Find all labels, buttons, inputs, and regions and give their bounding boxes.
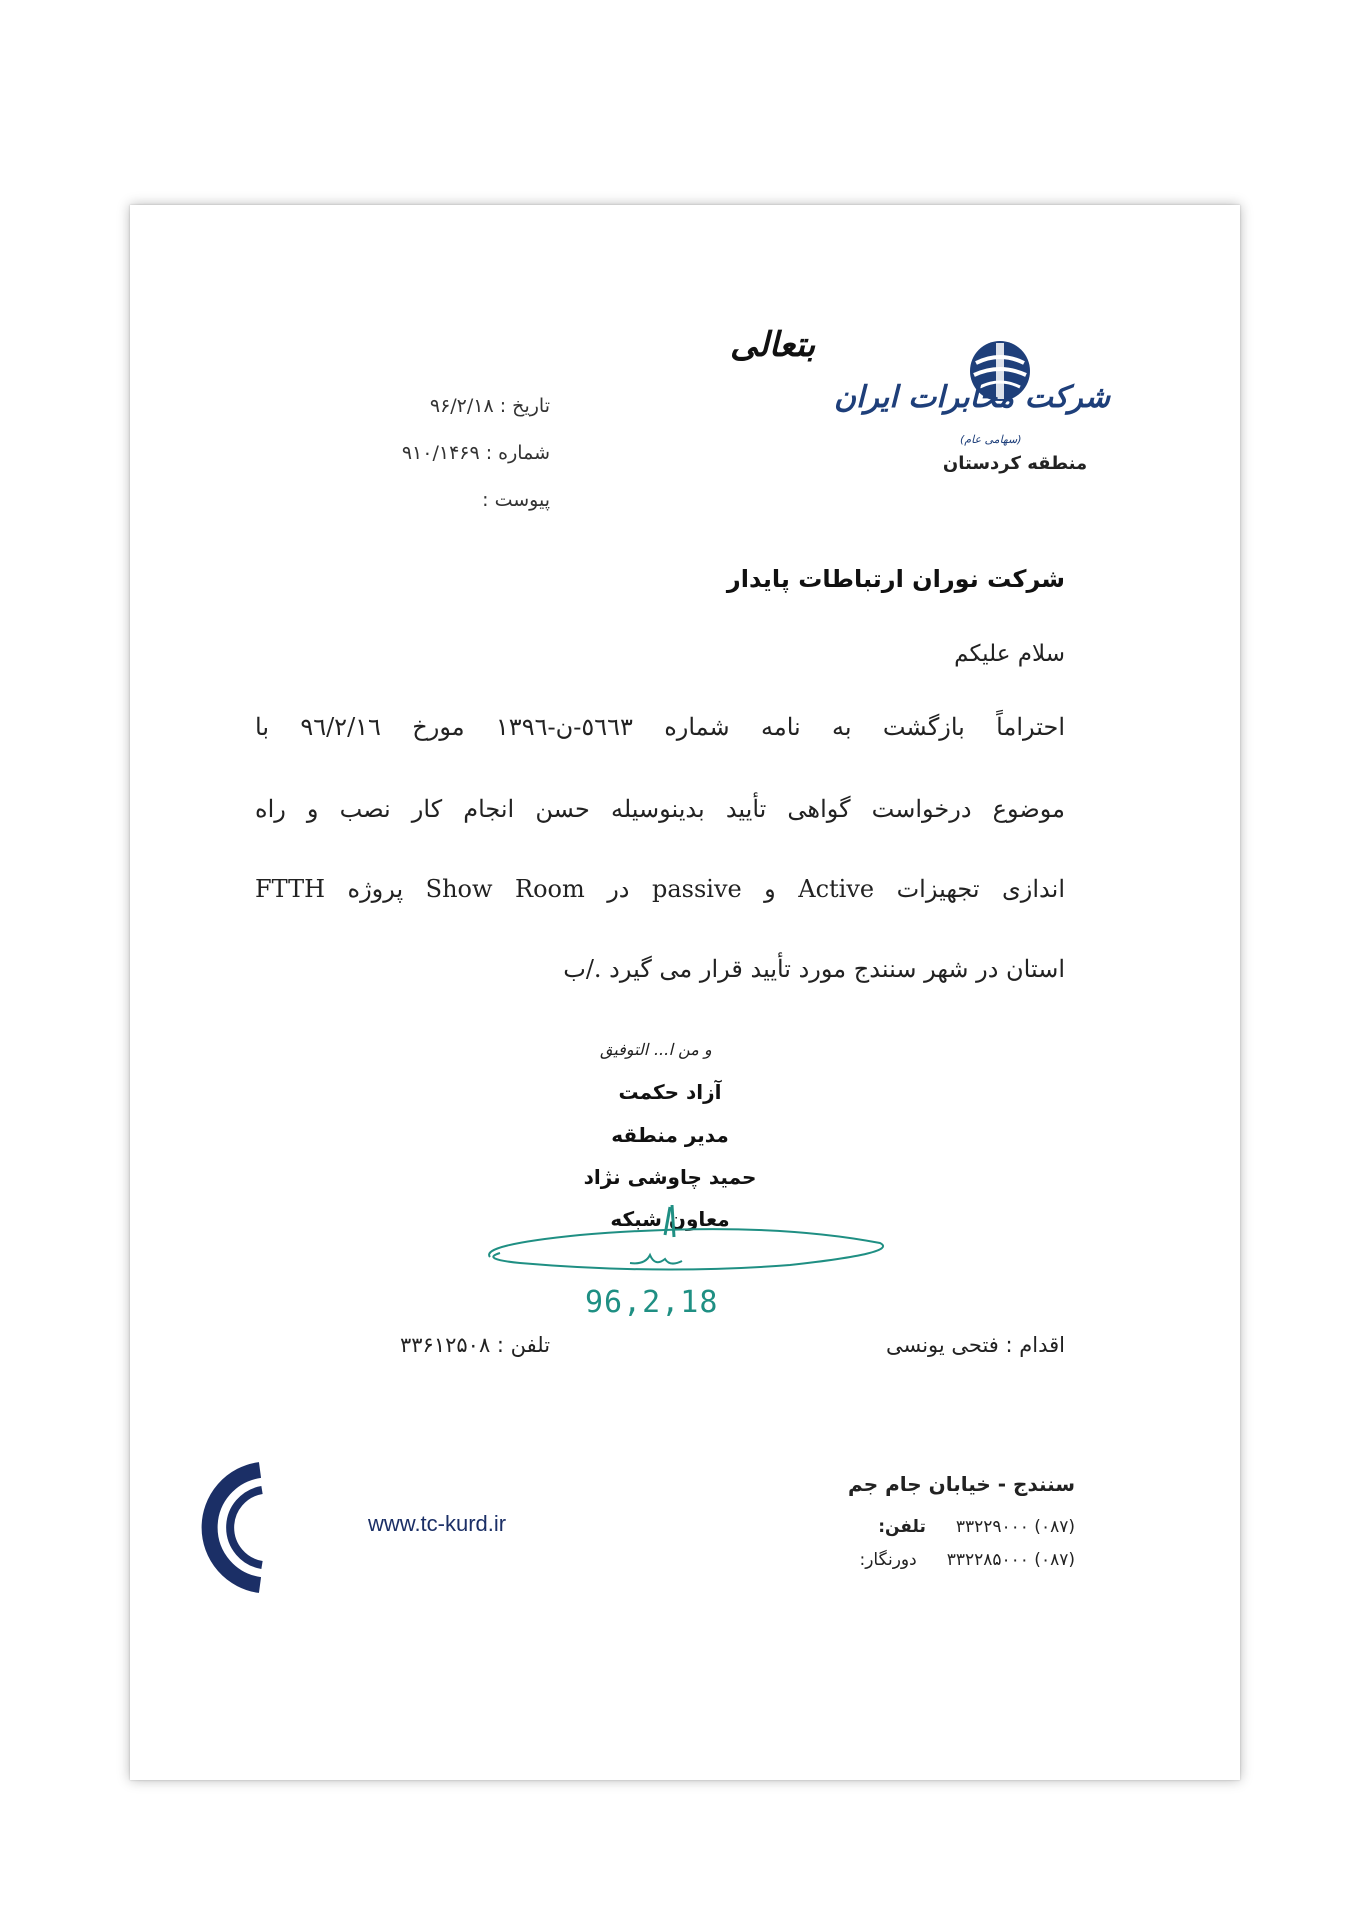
letter-number: شماره : ۹۱۰/۱۴۶۹: [401, 442, 550, 464]
action-by: اقدام : فتحی یونسی: [885, 1333, 1065, 1357]
footer-fax-value: (۰۸۷) ۳۳۲۲۸۵۰۰۰: [946, 1550, 1075, 1570]
body-line-3: اندازی تجهیزات Active و passive در Show Room پروژه FTTH: [255, 875, 1066, 903]
company-tagline: (سهامی عام): [960, 433, 1022, 446]
letter-date: تاریخ : ۹۶/۲/۱۸: [429, 395, 550, 417]
footer-phone-value: (۰۸۷) ۳۳۲۲۹۰۰۰: [955, 1517, 1075, 1537]
website-url: www.tc-kurd.ir: [368, 1511, 507, 1536]
greeting: سلام علیکم: [954, 641, 1065, 667]
body-line-2: موضوع درخواست گواهی تأیید بدینوسیله حسن انجام کار نصب و راه: [255, 795, 1065, 823]
footer-address: سنندج - خیابان جام جم: [848, 1472, 1075, 1496]
signatory-1-name: آزاد حکمت: [618, 1080, 722, 1104]
footer-fax: [859, 1550, 1075, 1570]
handwritten-date: 96,2,18: [585, 1285, 719, 1320]
footer-phone-label: تلفن:: [878, 1517, 926, 1537]
closing-phrase: و من ا... التوفیق: [600, 1040, 712, 1059]
letter-attachment: پیوست :: [482, 489, 550, 511]
basmala-heading: بتعالی: [730, 325, 816, 365]
region-label: منطقه کردستان: [942, 453, 1088, 474]
company-name: شرکت مخابرات ایران: [834, 380, 1110, 415]
body-line-4: استان در شهر سنندج مورد تأیید قرار می گیرد ./ب: [563, 955, 1065, 983]
contact-phone: تلفن : ۳۳۶۱۲۵۰۸: [400, 1333, 551, 1357]
footer-fax-label: دورنگار:: [859, 1550, 917, 1570]
recipient-name: شرکت نوران ارتباطات پایدار: [726, 565, 1065, 593]
signatory-1-title: مدیر منطقه: [611, 1123, 729, 1147]
body-line-1: احتراماً بازگشت به نامه شماره ٥٦٦٣-ن-١٣٩٦ مورخ ٩٦/٢/١٦ با: [255, 713, 1065, 741]
footer-phone: [878, 1517, 1075, 1537]
footer-logo-icon: [190, 1460, 280, 1595]
letter-page: [130, 205, 1240, 1780]
signatory-2-name: حمید چاوشی نژاد: [583, 1165, 757, 1189]
signatory-2-title: معاون شبکه: [610, 1207, 730, 1231]
